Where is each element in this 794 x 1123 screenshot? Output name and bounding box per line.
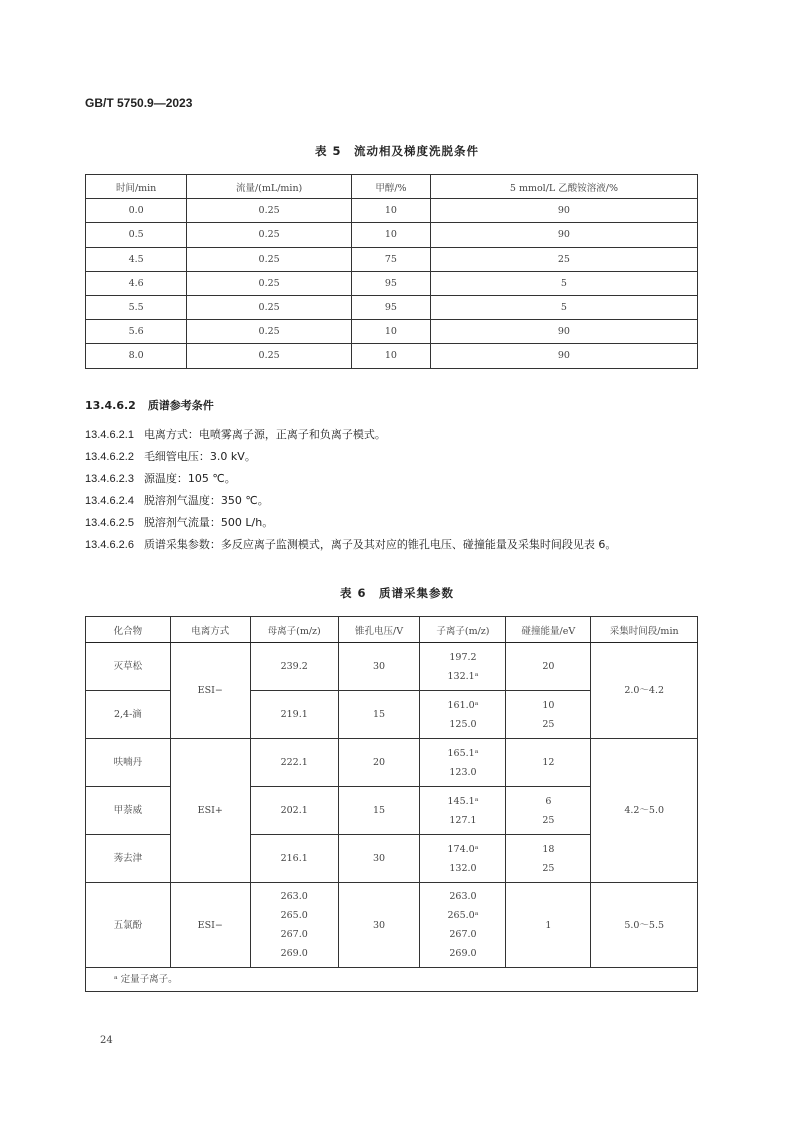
ionization-mode-cell: ESI+ — [170, 739, 250, 883]
compound-cell: 2,4-滴 — [86, 691, 171, 739]
parent-ion-cell: 202.1 — [250, 787, 338, 835]
list-item — [85, 512, 700, 534]
collision-energy-cell — [506, 835, 591, 883]
table-row — [86, 643, 698, 691]
collision-energy-cell — [506, 883, 591, 968]
table-cell: 75 — [351, 247, 430, 271]
table-cell: 10 — [351, 320, 430, 344]
parent-ion-cell: 239.2 — [250, 643, 338, 691]
footnote: ᵃ 定量子离子。 — [86, 968, 698, 992]
table-cell: 90 — [430, 223, 697, 247]
table-cell: 10 — [351, 223, 430, 247]
table-cell: 0.0 — [86, 199, 187, 223]
value-line: 269.0 — [449, 948, 477, 959]
table-cell: 0.25 — [187, 271, 352, 295]
table-cell: 0.25 — [187, 247, 352, 271]
parent-ion-cell: 216.1 — [250, 835, 338, 883]
table5-caption: 表 5 流动相及梯度洗脱条件 — [314, 144, 479, 158]
daughter-ion-cell — [420, 835, 506, 883]
table-row — [86, 271, 698, 295]
time-window-cell: 4.2～5.0 — [591, 739, 698, 883]
list-item — [85, 534, 700, 556]
item-number: 13.4.6.2.5 — [85, 517, 134, 529]
table-cell: 0.25 — [187, 223, 352, 247]
ionization-mode-cell: ESI− — [170, 883, 250, 968]
cone-voltage-cell: 15 — [338, 787, 420, 835]
value-line: 10 — [542, 699, 555, 711]
table-cell: 5.5 — [86, 295, 187, 319]
table-row — [86, 344, 698, 368]
item-number: 13.4.6.2.1 — [85, 429, 134, 441]
table-cell: 95 — [351, 271, 430, 295]
value-line: 12 — [542, 757, 555, 768]
value-line: 174.0ᵃ — [447, 843, 479, 855]
ionization-mode-cell: ESI− — [170, 643, 250, 739]
value-line: 263.0 — [280, 891, 308, 902]
item-number: 13.4.6.2.3 — [85, 473, 134, 485]
column-header: 锥孔电压/V — [338, 617, 420, 643]
compound-cell: 莠去津 — [86, 835, 171, 883]
item-text: 毛细管电压：3.0 kV。 — [143, 450, 256, 463]
column-header: 子离子(m/z) — [420, 617, 506, 643]
value-line: 125.0 — [449, 718, 477, 730]
table-row — [86, 199, 698, 223]
column-header: 采集时间段/min — [591, 617, 698, 643]
table-cell: 0.5 — [86, 223, 187, 247]
table-cell: 10 — [351, 344, 430, 368]
column-header: 甲醇/% — [351, 175, 430, 199]
table-cell: 0.25 — [187, 344, 352, 368]
table-cell: 95 — [351, 295, 430, 319]
column-header: 电离方式 — [170, 617, 250, 643]
table-row — [86, 247, 698, 271]
table-cell: 0.25 — [187, 320, 352, 344]
table-cell: 4.6 — [86, 271, 187, 295]
value-line: 25 — [542, 718, 555, 730]
cone-voltage-cell: 30 — [338, 883, 420, 968]
list-item — [85, 446, 700, 468]
page-number: 24 — [100, 1035, 113, 1046]
table5 — [85, 174, 698, 369]
value-line: 197.2 — [449, 651, 477, 663]
value-line: 265.0 — [280, 910, 308, 921]
value-line: 269.0 — [280, 948, 308, 959]
list-item — [85, 490, 700, 512]
table-cell: 90 — [430, 344, 697, 368]
daughter-ion-cell — [420, 739, 506, 787]
footnote-row — [86, 968, 698, 992]
column-header: 碰撞能量/eV — [506, 617, 591, 643]
item-text: 源温度：105 ℃。 — [143, 472, 236, 485]
table-row — [86, 883, 698, 968]
daughter-ion-cell — [420, 787, 506, 835]
table-cell: 90 — [430, 320, 697, 344]
cone-voltage-cell: 30 — [338, 835, 420, 883]
item-text: 质谱采集参数：多反应离子监测模式，离子及其对应的锥孔电压、碰撞能量及采集时间段见表 6。 — [143, 538, 617, 551]
parent-ion-cell — [250, 883, 338, 968]
value-line: 20 — [542, 661, 555, 672]
value-line: 145.1ᵃ — [447, 795, 479, 807]
collision-energy-cell — [506, 691, 591, 739]
column-header: 5 mmol/L 乙酸铵溶液/% — [430, 175, 697, 199]
item-text: 电离方式：电喷雾离子源，正离子和负离子模式。 — [143, 428, 386, 441]
daughter-ion-cell — [420, 691, 506, 739]
section-heading — [85, 397, 226, 413]
value-line: 123.0 — [449, 766, 477, 778]
cone-voltage-cell: 20 — [338, 739, 420, 787]
parent-ion-cell: 219.1 — [250, 691, 338, 739]
cone-voltage-cell: 15 — [338, 691, 420, 739]
parent-ion-cell: 222.1 — [250, 739, 338, 787]
time-window-cell: 5.0～5.5 — [591, 883, 698, 968]
column-header: 时间/min — [86, 175, 187, 199]
collision-energy-cell — [506, 643, 591, 691]
list-item — [85, 424, 700, 446]
value-line: 265.0ᵃ — [447, 910, 479, 921]
table-cell: 8.0 — [86, 344, 187, 368]
value-line: 263.0 — [449, 891, 477, 902]
value-line: 18 — [542, 843, 555, 855]
daughter-ion-cell — [420, 883, 506, 968]
collision-energy-cell — [506, 787, 591, 835]
value-line: 127.1 — [449, 814, 477, 826]
table6 — [85, 616, 698, 992]
value-line: 25 — [542, 862, 555, 874]
column-header: 化合物 — [86, 617, 171, 643]
list-item — [85, 468, 700, 490]
table-cell: 25 — [430, 247, 697, 271]
table-cell: 0.25 — [187, 295, 352, 319]
section-title: 质谱参考条件 — [147, 399, 214, 412]
value-line: 132.1ᵃ — [447, 670, 479, 682]
table-cell: 5 — [430, 271, 697, 295]
compound-cell: 灭草松 — [86, 643, 171, 691]
value-line: 6 — [545, 795, 552, 807]
collision-energy-cell — [506, 739, 591, 787]
compound-cell: 五氯酚 — [86, 883, 171, 968]
item-text: 脱溶剂气温度：350 ℃。 — [143, 494, 269, 507]
table-cell: 0.25 — [187, 199, 352, 223]
column-header: 流量/(mL/min) — [187, 175, 352, 199]
standard-number: GB/T 5750.9—2023 — [85, 96, 193, 110]
table-row — [86, 739, 698, 787]
compound-cell: 呋喃丹 — [86, 739, 171, 787]
table-cell: 4.5 — [86, 247, 187, 271]
item-number: 13.4.6.2.6 — [85, 539, 134, 551]
compound-cell: 甲萘威 — [86, 787, 171, 835]
time-window-cell: 2.0～4.2 — [591, 643, 698, 739]
item-number: 13.4.6.2.4 — [85, 495, 134, 507]
value-line: 161.0ᵃ — [447, 699, 479, 711]
value-line: 267.0 — [449, 929, 477, 940]
item-list — [85, 424, 700, 556]
value-line: 1 — [545, 919, 552, 931]
value-line: 165.1ᵃ — [447, 747, 479, 759]
daughter-ion-cell — [420, 643, 506, 691]
column-header: 母离子(m/z) — [250, 617, 338, 643]
table-row — [86, 320, 698, 344]
table-row — [86, 295, 698, 319]
table-cell: 5 — [430, 295, 697, 319]
value-line: 267.0 — [280, 929, 308, 940]
item-number: 13.4.6.2.2 — [85, 451, 134, 463]
item-text: 脱溶剂气流量：500 L/h。 — [143, 516, 274, 529]
section-number: 13.4.6.2 — [85, 399, 136, 412]
table-row — [86, 223, 698, 247]
table6-caption: 表 6 质谱采集参数 — [339, 586, 454, 600]
table-cell: 10 — [351, 199, 430, 223]
table-cell: 5.6 — [86, 320, 187, 344]
value-line: 132.0 — [449, 862, 477, 874]
value-line: 25 — [542, 814, 555, 826]
table-cell: 90 — [430, 199, 697, 223]
cone-voltage-cell: 30 — [338, 643, 420, 691]
